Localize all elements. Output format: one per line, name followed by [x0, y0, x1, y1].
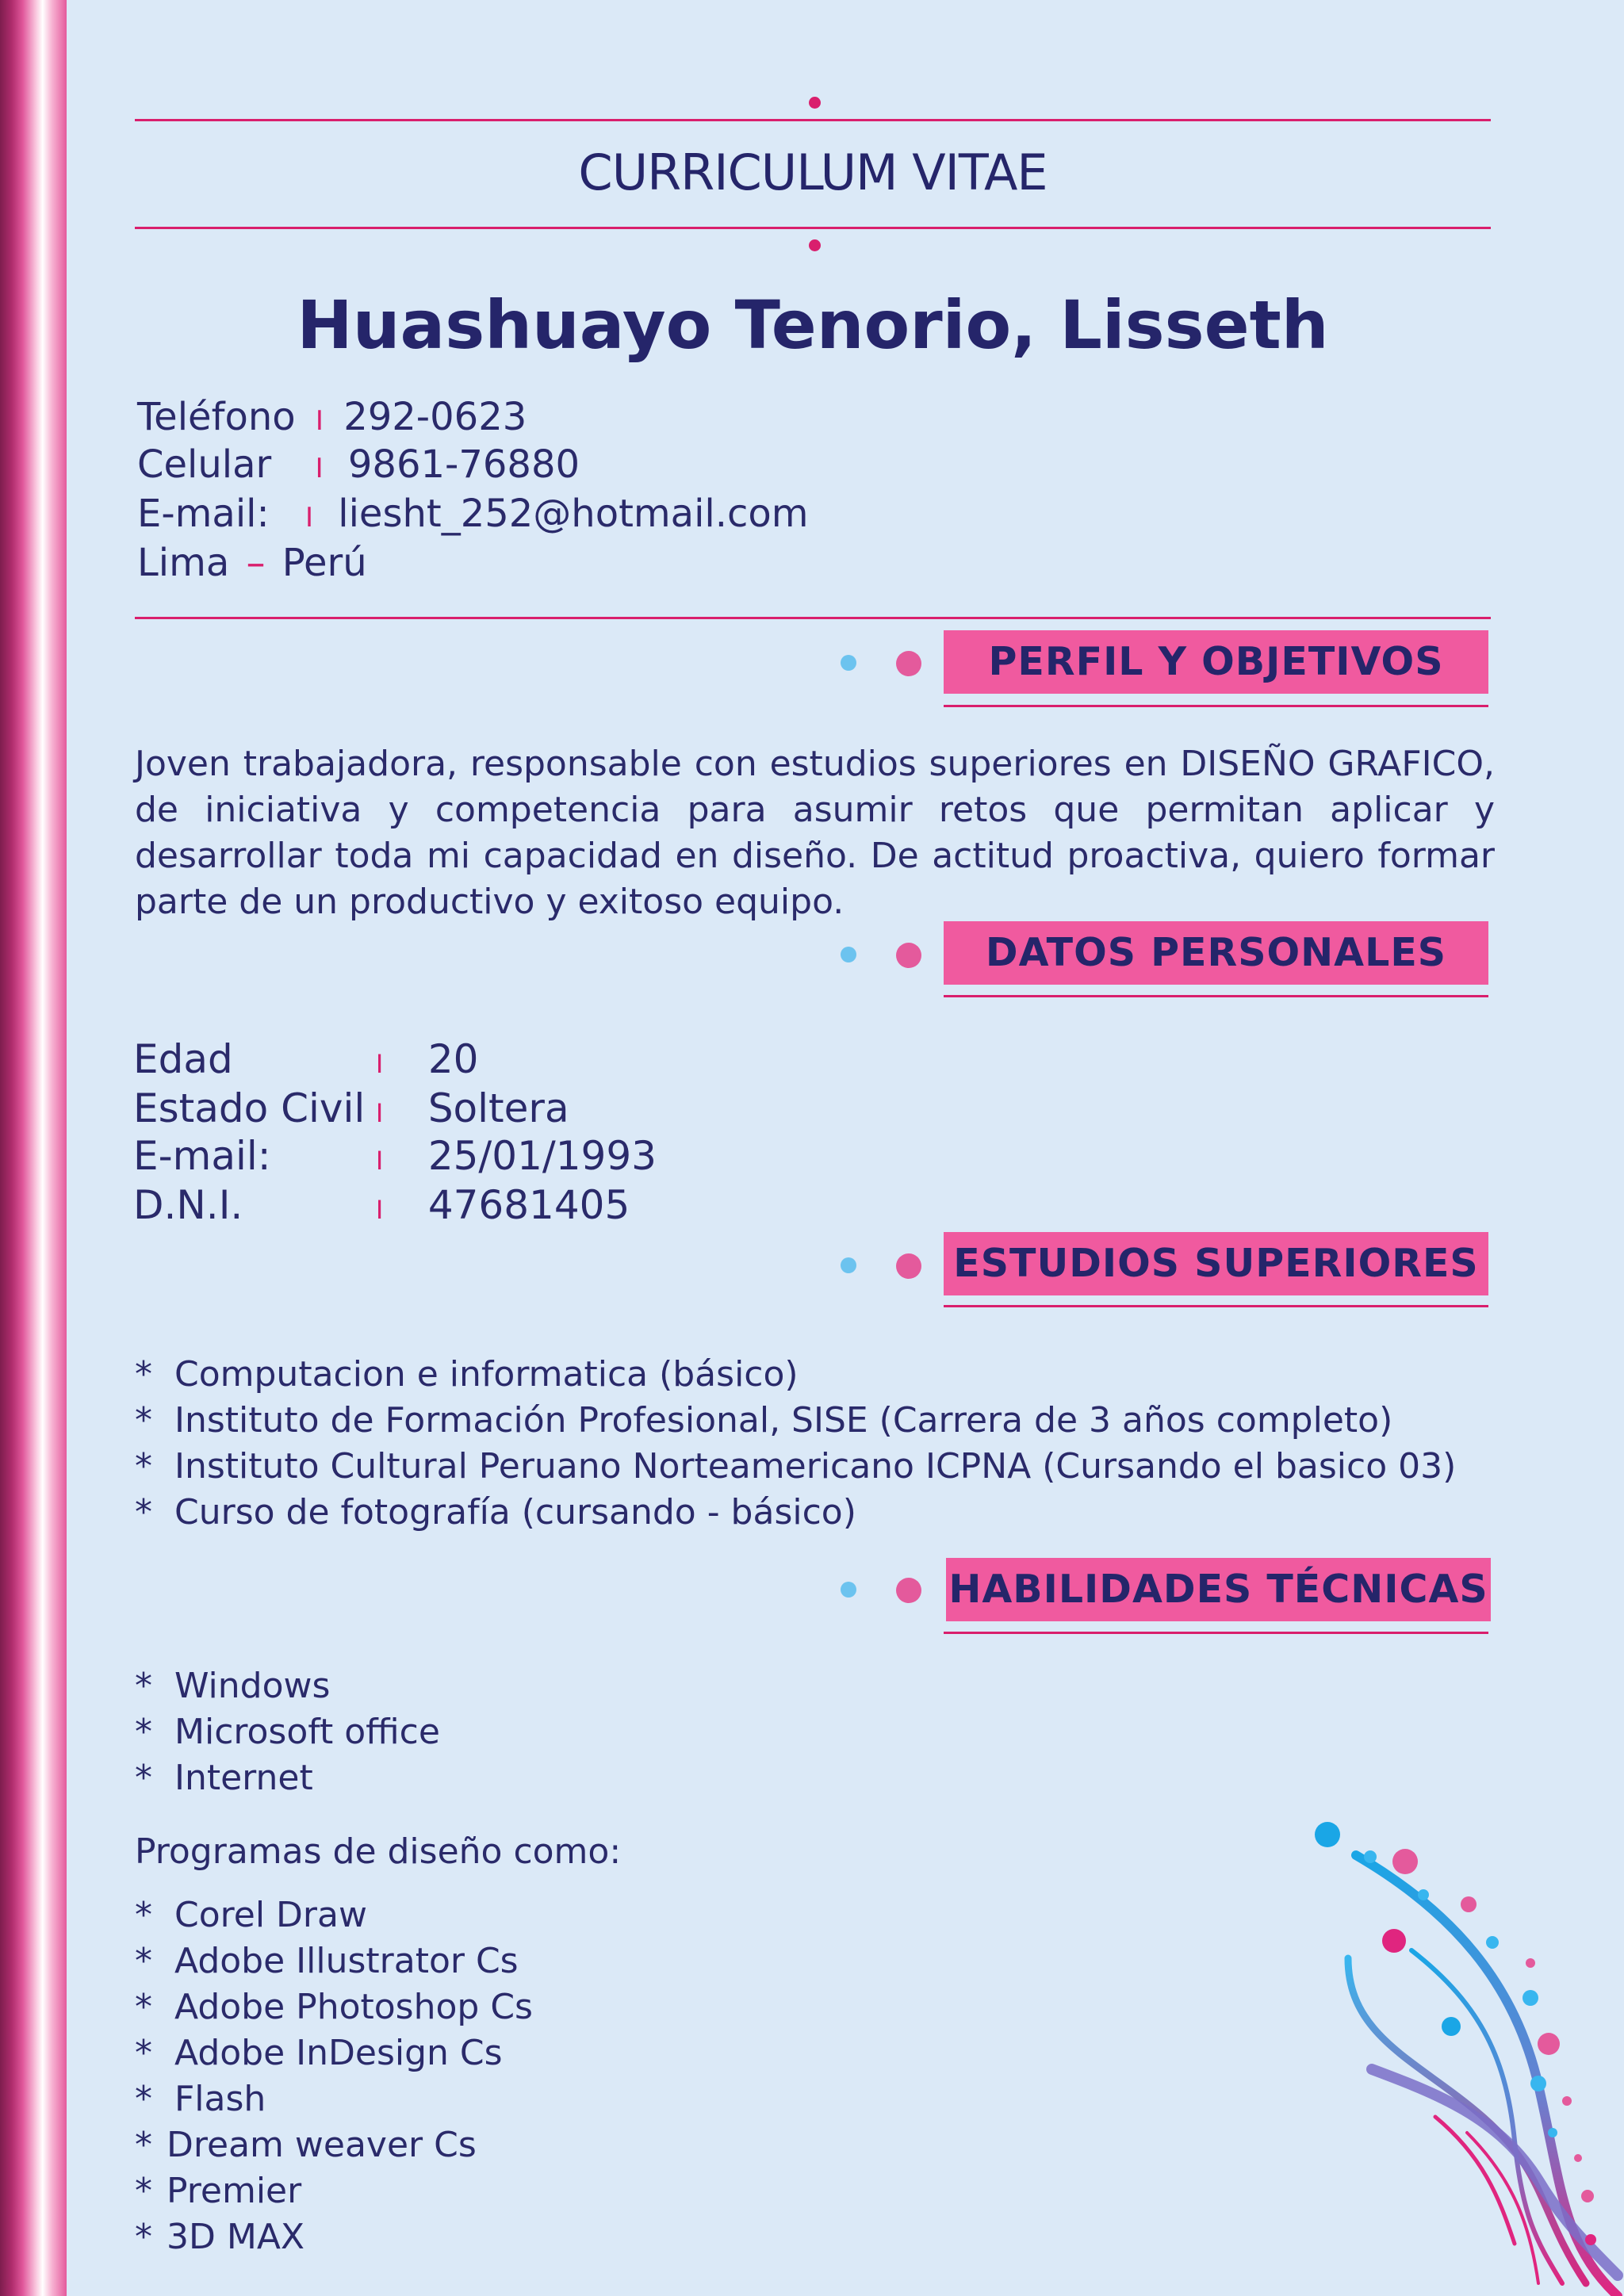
- program-text: Adobe Photoshop Cs: [174, 1987, 533, 2027]
- contact-divider: [135, 617, 1491, 619]
- personal-value: 20: [427, 1036, 479, 1082]
- personal-label: E-mail:: [133, 1133, 271, 1179]
- program-item: [135, 2030, 503, 2076]
- program-text: 3D MAX: [167, 2217, 305, 2257]
- bullet-star: *: [135, 1446, 152, 1487]
- studies-item: [135, 1352, 799, 1398]
- section-header-perfil: PERFIL Y OBJETIVOS: [944, 630, 1488, 694]
- skill-text: Microsoft office: [174, 1712, 440, 1752]
- skill-text: Internet: [174, 1758, 313, 1798]
- personal-value: 25/01/1993: [427, 1133, 657, 1179]
- section-header-habilidades: HABILIDADES TÉCNICAS: [946, 1558, 1491, 1621]
- header-dot-bottom: [809, 239, 821, 251]
- side-gradient-strip: [0, 0, 67, 2296]
- studies-text: Instituto Cultural Peruano Norteamericano ICPNA (Cursando el basico 03): [174, 1446, 1457, 1487]
- program-text: Adobe InDesign Cs: [174, 2033, 503, 2073]
- personal-row: [133, 1132, 657, 1184]
- profile-paragraph: Joven trabajadora, responsable con estudios superiores en DISEÑO GRAFICO, de iniciativa y competencia para asumir retos que permitan aplicar y desarrollar toda mi capacidad en diseño. De actitud proactiva, quiero formar parte de un productivo y exitoso equipo.: [135, 744, 1495, 922]
- program-text: Adobe Illustrator Cs: [174, 1941, 519, 1981]
- personal-separator: I: [375, 1195, 384, 1225]
- bullet-star: *: [135, 1895, 152, 1935]
- bullet-star: *: [135, 1712, 152, 1752]
- studies-item: [135, 1444, 1456, 1490]
- personal-separator: I: [375, 1146, 384, 1176]
- bullet-star: *: [135, 1941, 152, 1981]
- section-dot-large: [896, 1578, 921, 1603]
- bullet-star: *: [135, 1400, 152, 1441]
- floral-swirl-ornament: [1300, 1800, 1624, 2296]
- bullet-star: *: [135, 1354, 152, 1395]
- skill-item: [135, 1663, 330, 1709]
- personal-label: Edad: [133, 1036, 233, 1082]
- bullet-star: *: [135, 1758, 152, 1798]
- personal-label: Estado Civil: [133, 1085, 366, 1131]
- section-dot-small: [841, 1257, 856, 1273]
- section-underline-estudios: [944, 1305, 1488, 1307]
- contact-value: liesht_252@hotmail.com: [338, 492, 809, 536]
- candidate-name: Huashuayo Tenorio, Lisseth: [297, 286, 1329, 364]
- personal-separator: I: [375, 1049, 384, 1079]
- program-item: [135, 1892, 367, 1938]
- program-item: [135, 1984, 533, 2030]
- bullet-star: *: [135, 1987, 152, 2027]
- section-dot-small: [841, 947, 856, 962]
- section-underline-habilidades: [944, 1632, 1488, 1634]
- contact-row-phone: [137, 393, 527, 441]
- program-item: [135, 2214, 304, 2260]
- contact-separator: I: [315, 453, 324, 484]
- program-text: Premier: [167, 2171, 302, 2211]
- header-line-bottom: [135, 227, 1491, 229]
- location-country: Perú: [282, 541, 367, 585]
- program-item: [135, 2168, 301, 2214]
- contact-label: E-mail:: [137, 492, 270, 536]
- program-text: Flash: [174, 2079, 266, 2119]
- program-text: Corel Draw: [174, 1895, 367, 1935]
- bullet-star: *: [135, 1666, 152, 1706]
- section-underline-datos: [944, 995, 1488, 997]
- contact-row-location: [137, 539, 367, 587]
- skill-text: Windows: [174, 1666, 331, 1706]
- bullet-star: *: [135, 2171, 152, 2211]
- program-item: [135, 2076, 266, 2122]
- contact-separator: I: [304, 502, 313, 534]
- header-line-top: [135, 119, 1491, 121]
- personal-separator: I: [375, 1098, 384, 1128]
- contact-row-email: [137, 490, 809, 538]
- personal-row: [133, 1085, 569, 1137]
- studies-text: Instituto de Formación Profesional, SISE (Carrera de 3 años completo): [174, 1400, 1393, 1441]
- personal-label: D.N.I.: [133, 1182, 243, 1228]
- contact-label: Teléfono: [137, 395, 296, 439]
- location-city: Lima: [137, 541, 230, 585]
- personal-row: [133, 1035, 478, 1088]
- studies-item: [135, 1490, 856, 1536]
- document-title: CURRICULUM VITAE: [578, 144, 1048, 201]
- contact-value: 9861-76880: [347, 442, 580, 487]
- personal-row: [133, 1181, 630, 1234]
- section-dot-small: [841, 1582, 856, 1598]
- personal-value: Soltera: [427, 1085, 569, 1131]
- studies-item: [135, 1398, 1392, 1444]
- program-item: [135, 2122, 477, 2168]
- section-dot-large: [896, 1253, 921, 1279]
- contact-row-mobile: [137, 441, 580, 488]
- program-text: Dream weaver Cs: [167, 2125, 477, 2165]
- section-dot-small: [841, 655, 856, 671]
- programs-label: Programas de diseño como:: [135, 1831, 622, 1872]
- personal-value: 47681405: [427, 1182, 630, 1228]
- bullet-star: *: [135, 1492, 152, 1533]
- skill-item: [135, 1709, 440, 1755]
- contact-separator: I: [315, 405, 324, 437]
- contact-label: Celular: [137, 442, 272, 487]
- contact-value: 292-0623: [343, 395, 527, 439]
- section-dot-large: [896, 943, 921, 968]
- program-item: [135, 1938, 519, 1984]
- bullet-star: *: [135, 2125, 152, 2165]
- bullet-star: *: [135, 2033, 152, 2073]
- section-dot-large: [896, 651, 921, 676]
- studies-text: Computacion e informatica (básico): [174, 1354, 799, 1395]
- header-dot-top: [809, 97, 821, 109]
- section-header-datos: DATOS PERSONALES: [944, 921, 1488, 985]
- section-underline-perfil: [944, 705, 1488, 707]
- bullet-star: *: [135, 2217, 152, 2257]
- location-separator: –: [246, 541, 266, 585]
- studies-text: Curso de fotografía (cursando - básico): [174, 1492, 856, 1533]
- skill-item: [135, 1755, 313, 1801]
- bullet-star: *: [135, 2079, 152, 2119]
- section-header-estudios: ESTUDIOS SUPERIORES: [944, 1232, 1488, 1295]
